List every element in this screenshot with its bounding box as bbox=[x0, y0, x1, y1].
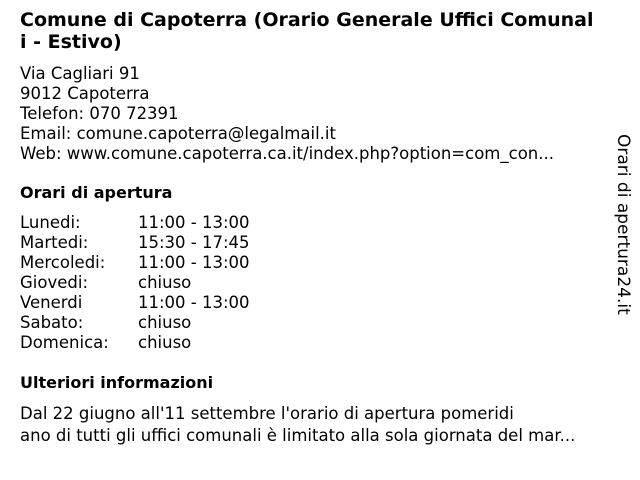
street-address: Via Cagliari 91 bbox=[20, 64, 140, 83]
day-label: Mercoledi: bbox=[20, 253, 106, 272]
email-address: Email: comune.capoterra@legalmail.it bbox=[20, 124, 336, 143]
hours-row-wednesday bbox=[20, 253, 320, 273]
day-label: Venerdi bbox=[20, 293, 83, 312]
website-link: Web: www.comune.capoterra.ca.it/index.php?option=com_con... bbox=[20, 144, 554, 163]
city-address: 9012 Capoterra bbox=[20, 84, 150, 103]
day-label: Sabato: bbox=[20, 313, 84, 332]
hours-row-thursday bbox=[20, 273, 320, 293]
more-info-text bbox=[20, 403, 610, 447]
hours-value: 11:00 - 13:00 bbox=[138, 213, 250, 232]
phone-number: Telefon: 070 72391 bbox=[20, 104, 179, 123]
more-info-line: ano di tutti gli uffici comunali è limitato alla sola giornata del mar... bbox=[20, 426, 576, 445]
hours-value: chiuso bbox=[138, 273, 192, 292]
hours-value: 11:00 - 13:00 bbox=[138, 293, 250, 312]
more-info-line: Dal 22 giugno all'11 settembre l'orario di apertura pomeridi bbox=[20, 404, 514, 423]
opening-hours-heading: Orari di apertura bbox=[20, 183, 173, 202]
hours-value: 15:30 - 17:45 bbox=[138, 233, 250, 252]
hours-value: chiuso bbox=[138, 313, 192, 332]
page-title: Comune di Capoterra (Orario Generale Uffici Comunali - Estivo) bbox=[20, 9, 594, 53]
opening-hours-table bbox=[20, 213, 320, 353]
address-block bbox=[20, 64, 554, 164]
day-label: Martedi: bbox=[20, 233, 89, 252]
brand-watermark: Orari di apertura24.it bbox=[613, 134, 633, 315]
hours-row-saturday bbox=[20, 313, 320, 333]
more-info-heading: Ulteriori informazioni bbox=[20, 373, 214, 392]
hours-row-friday bbox=[20, 293, 320, 313]
hours-row-tuesday bbox=[20, 233, 320, 253]
day-label: Giovedi: bbox=[20, 273, 88, 292]
hours-row-monday bbox=[20, 213, 320, 233]
hours-value: chiuso bbox=[138, 333, 192, 352]
day-label: Lunedi: bbox=[20, 213, 81, 232]
hours-value: 11:00 - 13:00 bbox=[138, 253, 250, 272]
hours-row-sunday bbox=[20, 333, 320, 353]
day-label: Domenica: bbox=[20, 333, 109, 352]
